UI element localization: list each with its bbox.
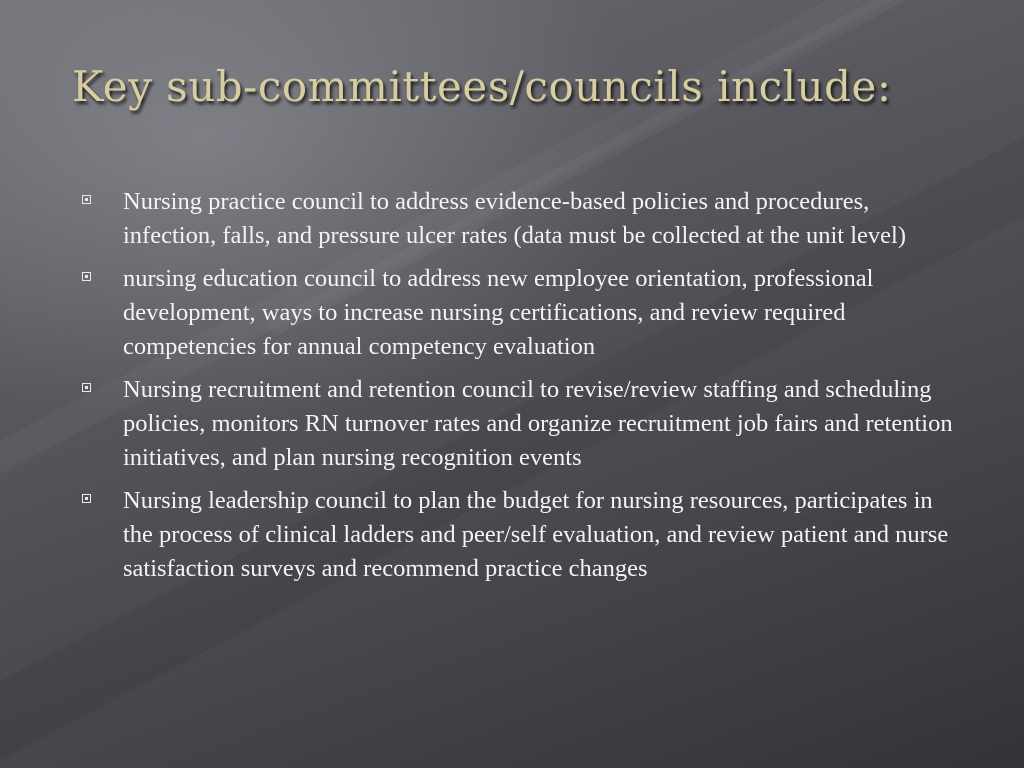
square-bullet-icon	[82, 272, 91, 281]
bullet-list	[80, 185, 960, 595]
bullet-text: Nursing leadership council to plan the budget for nursing resources, participates in the process of clinical ladders and peer/self evaluation, and review patient and nurse satisfaction surveys and recommend practice changes	[123, 487, 961, 582]
bullet-item	[80, 262, 960, 364]
bullet-item	[80, 373, 960, 475]
bullet-text: Nursing recruitment and retention council to revise/review staffing and scheduling policies, monitors RN turnover rates and organize recruitment job fairs and retention initiatives, and plan nursing recognition events	[123, 376, 959, 471]
square-bullet-icon	[82, 195, 91, 204]
square-bullet-icon	[82, 494, 91, 503]
bullet-text: nursing education council to address new employee orientation, professional development, ways to increase nursing certifications, and review required competencies for annual competency evaluation	[123, 265, 880, 360]
bullet-text: Nursing practice council to address evidence-based policies and procedures, infection, falls, and pressure ulcer rates (data must be collected at the unit level)	[123, 188, 907, 249]
bullet-item	[80, 185, 960, 253]
slide-title: Key sub-committees/councils include:	[72, 62, 892, 111]
bullet-item	[80, 484, 960, 586]
square-bullet-icon	[82, 383, 91, 392]
